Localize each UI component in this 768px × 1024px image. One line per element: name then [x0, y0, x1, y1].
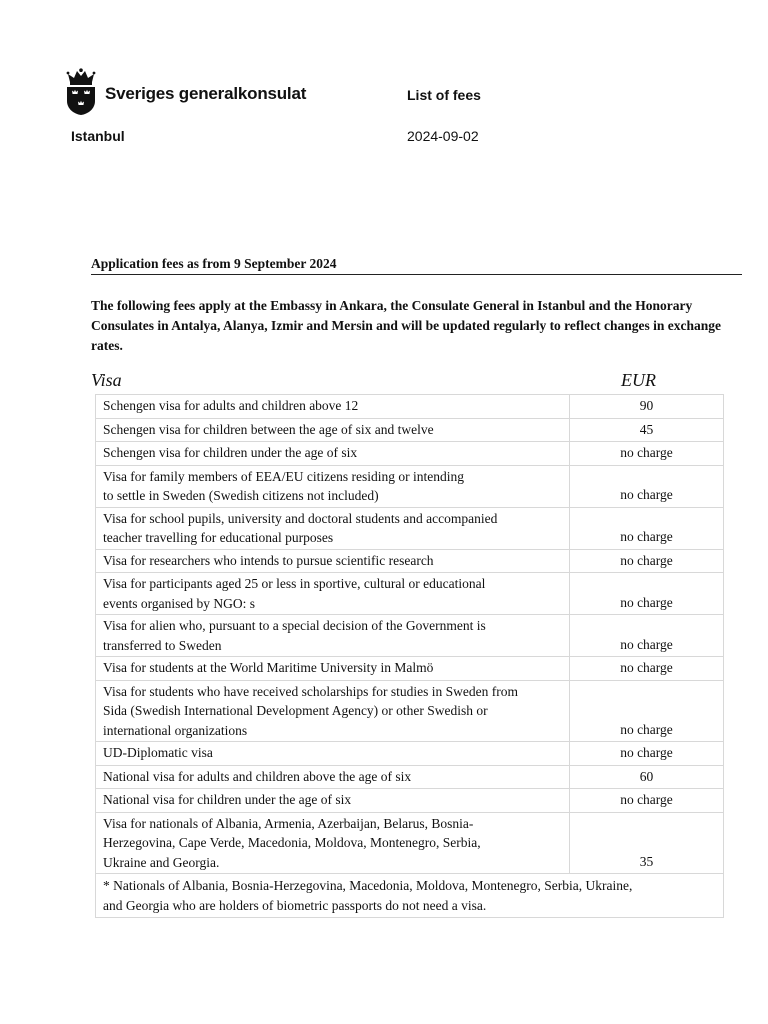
column-header-eur: EUR	[621, 370, 656, 390]
fee-amount: no charge	[570, 442, 724, 466]
intro-paragraph: The following fees apply at the Embassy in Ankara, the Consulate General in Istanbul and the Honorary Consulates in Antalya, Alanya, Izmir and Mersin and will be updated regularly to reflect changes in exchange rates.	[91, 298, 722, 353]
fee-description: Schengen visa for children under the age of six	[96, 442, 570, 466]
fee-amount: no charge	[570, 742, 724, 766]
fee-description: Visa for students at the World Maritime University in Malmö	[96, 657, 570, 681]
table-row	[96, 657, 724, 681]
fee-amount: 90	[570, 395, 724, 419]
table-row	[96, 812, 724, 874]
table-row	[96, 573, 724, 615]
fee-description: Visa for nationals of Albania, Armenia, Azerbaijan, Belarus, Bosnia- Herzegovina, Cape Verde, Macedonia, Moldova, Montenegro, Serbia, Ukraine and Georgia.	[96, 812, 570, 874]
fee-description: National visa for children under the age of six	[96, 789, 570, 813]
fee-description: UD-Diplomatic visa	[96, 742, 570, 766]
table-row	[96, 549, 724, 573]
fee-description: Schengen visa for adults and children above 12	[96, 395, 570, 419]
section-heading: Application fees as from 9 September 2024	[91, 256, 337, 271]
table-row	[96, 507, 724, 549]
fee-description: Visa for students who have received scholarships for studies in Sweden from Sida (Swedish International Development Agency) or other Swedish or international organizations	[96, 680, 570, 742]
fee-description: Visa for school pupils, university and doctoral students and accompanied teacher travelling for educational purposes	[96, 507, 570, 549]
fee-amount: 45	[570, 418, 724, 442]
column-header-visa: Visa	[91, 370, 122, 390]
fee-amount: no charge	[570, 615, 724, 657]
city-name: Istanbul	[71, 128, 125, 144]
table-row	[96, 742, 724, 766]
fee-table	[95, 394, 724, 918]
fee-description: Visa for alien who, pursuant to a special decision of the Government is transferred to Sweden	[96, 615, 570, 657]
table-row	[96, 465, 724, 507]
fee-amount: no charge	[570, 465, 724, 507]
fee-description: Visa for researchers who intends to pursue scientific research	[96, 549, 570, 573]
organization-name: Sveriges generalkonsulat	[105, 84, 307, 103]
fee-amount: no charge	[570, 680, 724, 742]
table-row	[96, 442, 724, 466]
fee-table-body	[96, 395, 724, 874]
fee-amount: no charge	[570, 657, 724, 681]
fee-description: Schengen visa for children between the age of six and twelve	[96, 418, 570, 442]
fee-amount: no charge	[570, 789, 724, 813]
fee-description: Visa for family members of EEA/EU citizens residing or intending to settle in Sweden (Swedish citizens not included)	[96, 465, 570, 507]
table-row	[96, 395, 724, 419]
document-title: List of fees	[407, 87, 481, 103]
heading-divider	[91, 274, 742, 275]
table-row	[96, 765, 724, 789]
fee-description: Visa for participants aged 25 or less in sportive, cultural or educational events organised by NGO: s	[96, 573, 570, 615]
table-row	[96, 680, 724, 742]
fee-amount: 60	[570, 765, 724, 789]
fee-amount: no charge	[570, 549, 724, 573]
table-footnote: * Nationals of Albania, Bosnia-Herzegovina, Macedonia, Moldova, Montenegro, Serbia, Ukraine, and Georgia who are holders of biometric passports do not need a visa.	[96, 874, 724, 918]
table-row	[96, 789, 724, 813]
fee-amount: no charge	[570, 507, 724, 549]
fee-description: National visa for adults and children above the age of six	[96, 765, 570, 789]
fee-amount: 35	[570, 812, 724, 874]
document-date: 2024-09-02	[407, 128, 479, 144]
table-row	[96, 418, 724, 442]
table-note-row	[96, 874, 724, 918]
table-row	[96, 615, 724, 657]
fee-amount: no charge	[570, 573, 724, 615]
swedish-coat-of-arms-icon	[64, 68, 98, 116]
